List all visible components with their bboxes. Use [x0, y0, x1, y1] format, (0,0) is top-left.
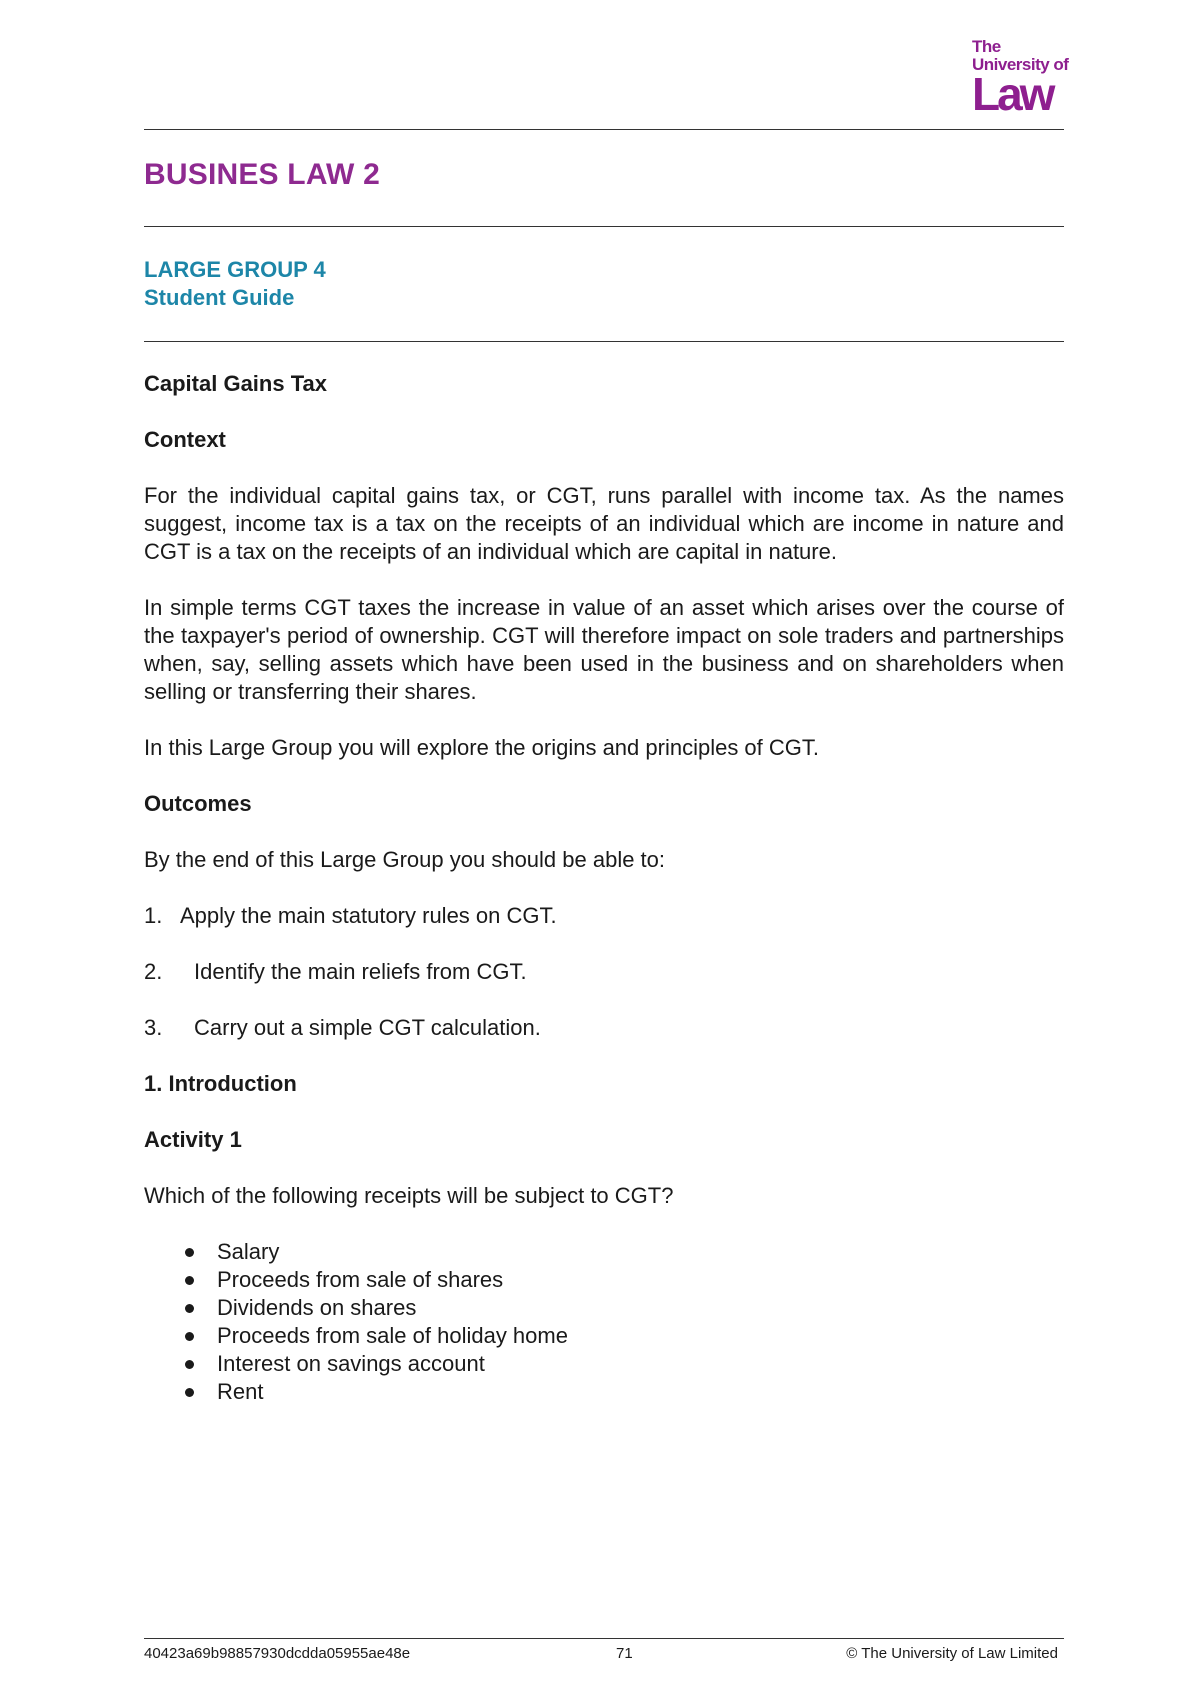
activity-heading: Activity 1	[144, 1127, 242, 1152]
list-item	[144, 1378, 1064, 1406]
list-item-text: Interest on savings account	[217, 1351, 485, 1376]
outcome-item	[144, 958, 1064, 986]
bullet-icon	[144, 1238, 217, 1266]
outcome-text: Apply the main statutory rules on CGT.	[180, 903, 557, 928]
outcomes-heading: Outcomes	[144, 791, 252, 816]
activity-list	[144, 1238, 1064, 1406]
divider-subtitle	[144, 341, 1064, 342]
list-item-text: Dividends on shares	[217, 1295, 417, 1320]
copyright-notice: © The University of Law Limited	[846, 1645, 1058, 1662]
document-code: 40423a69b98857930dcdda05955ae48e	[144, 1645, 411, 1662]
logo-university-of: University of	[972, 55, 1069, 74]
topic-heading: Capital Gains Tax	[144, 371, 327, 396]
context-paragraph-3: In this Large Group you will explore the origins and principles of CGT.	[144, 735, 820, 760]
context-paragraph-1: For the individual capital gains tax, or CGT, runs parallel with income tax. As the names suggest, income tax is a tax on the receipts of an individual which are income in nature and CGT is a tax on the receipts of an individual which are capital in nature.	[144, 483, 1064, 564]
activity-question: Which of the following receipts will be subject to CGT?	[144, 1183, 674, 1208]
document-body	[144, 370, 1064, 1406]
outcome-number: 2.	[144, 959, 163, 984]
list-item-text: Proceeds from sale of shares	[217, 1267, 504, 1292]
document-subtitle	[144, 256, 326, 312]
outcomes-list	[144, 902, 1064, 1042]
bullet-icon	[144, 1322, 217, 1350]
subtitle-guide: Student Guide	[144, 285, 295, 310]
context-heading: Context	[144, 427, 226, 452]
outcome-item	[144, 902, 1064, 930]
divider-top	[144, 129, 1064, 130]
document-title: BUSINES LAW 2	[144, 158, 380, 191]
divider-footer	[144, 1638, 1064, 1639]
logo-the: The	[972, 37, 1001, 56]
context-paragraph-2: In simple terms CGT taxes the increase in value of an asset which arises over the course of the taxpayer's period of ownership. CGT will therefore impact on sole traders and partnerships when, say, selling assets which have been used in the business and on shareholders when selling or transferring their shares.	[144, 595, 1064, 704]
list-item	[144, 1266, 1064, 1294]
list-item	[144, 1238, 1064, 1266]
list-item	[144, 1294, 1064, 1322]
bullet-icon	[144, 1294, 217, 1322]
university-logo	[972, 37, 1072, 120]
outcome-number: 1.	[144, 903, 163, 928]
outcome-text: Carry out a simple CGT calculation.	[194, 1015, 541, 1040]
list-item-text: Rent	[217, 1379, 264, 1404]
outcomes-intro: By the end of this Large Group you should be able to:	[144, 847, 666, 872]
outcome-text: Identify the main reliefs from CGT.	[194, 959, 527, 984]
list-item	[144, 1350, 1064, 1378]
logo-law: Law	[972, 68, 1053, 120]
subtitle-group: LARGE GROUP 4	[144, 257, 326, 282]
bullet-icon	[144, 1378, 217, 1406]
page-number: 71	[616, 1645, 633, 1662]
outcome-item	[144, 1014, 1064, 1042]
list-item	[144, 1322, 1064, 1350]
outcome-number: 3.	[144, 1015, 163, 1040]
bullet-icon	[144, 1266, 217, 1294]
divider-title	[144, 226, 1064, 227]
list-item-text: Proceeds from sale of holiday home	[217, 1323, 568, 1348]
introduction-heading: 1. Introduction	[144, 1071, 297, 1096]
list-item-text: Salary	[217, 1239, 280, 1264]
bullet-icon	[144, 1350, 217, 1378]
